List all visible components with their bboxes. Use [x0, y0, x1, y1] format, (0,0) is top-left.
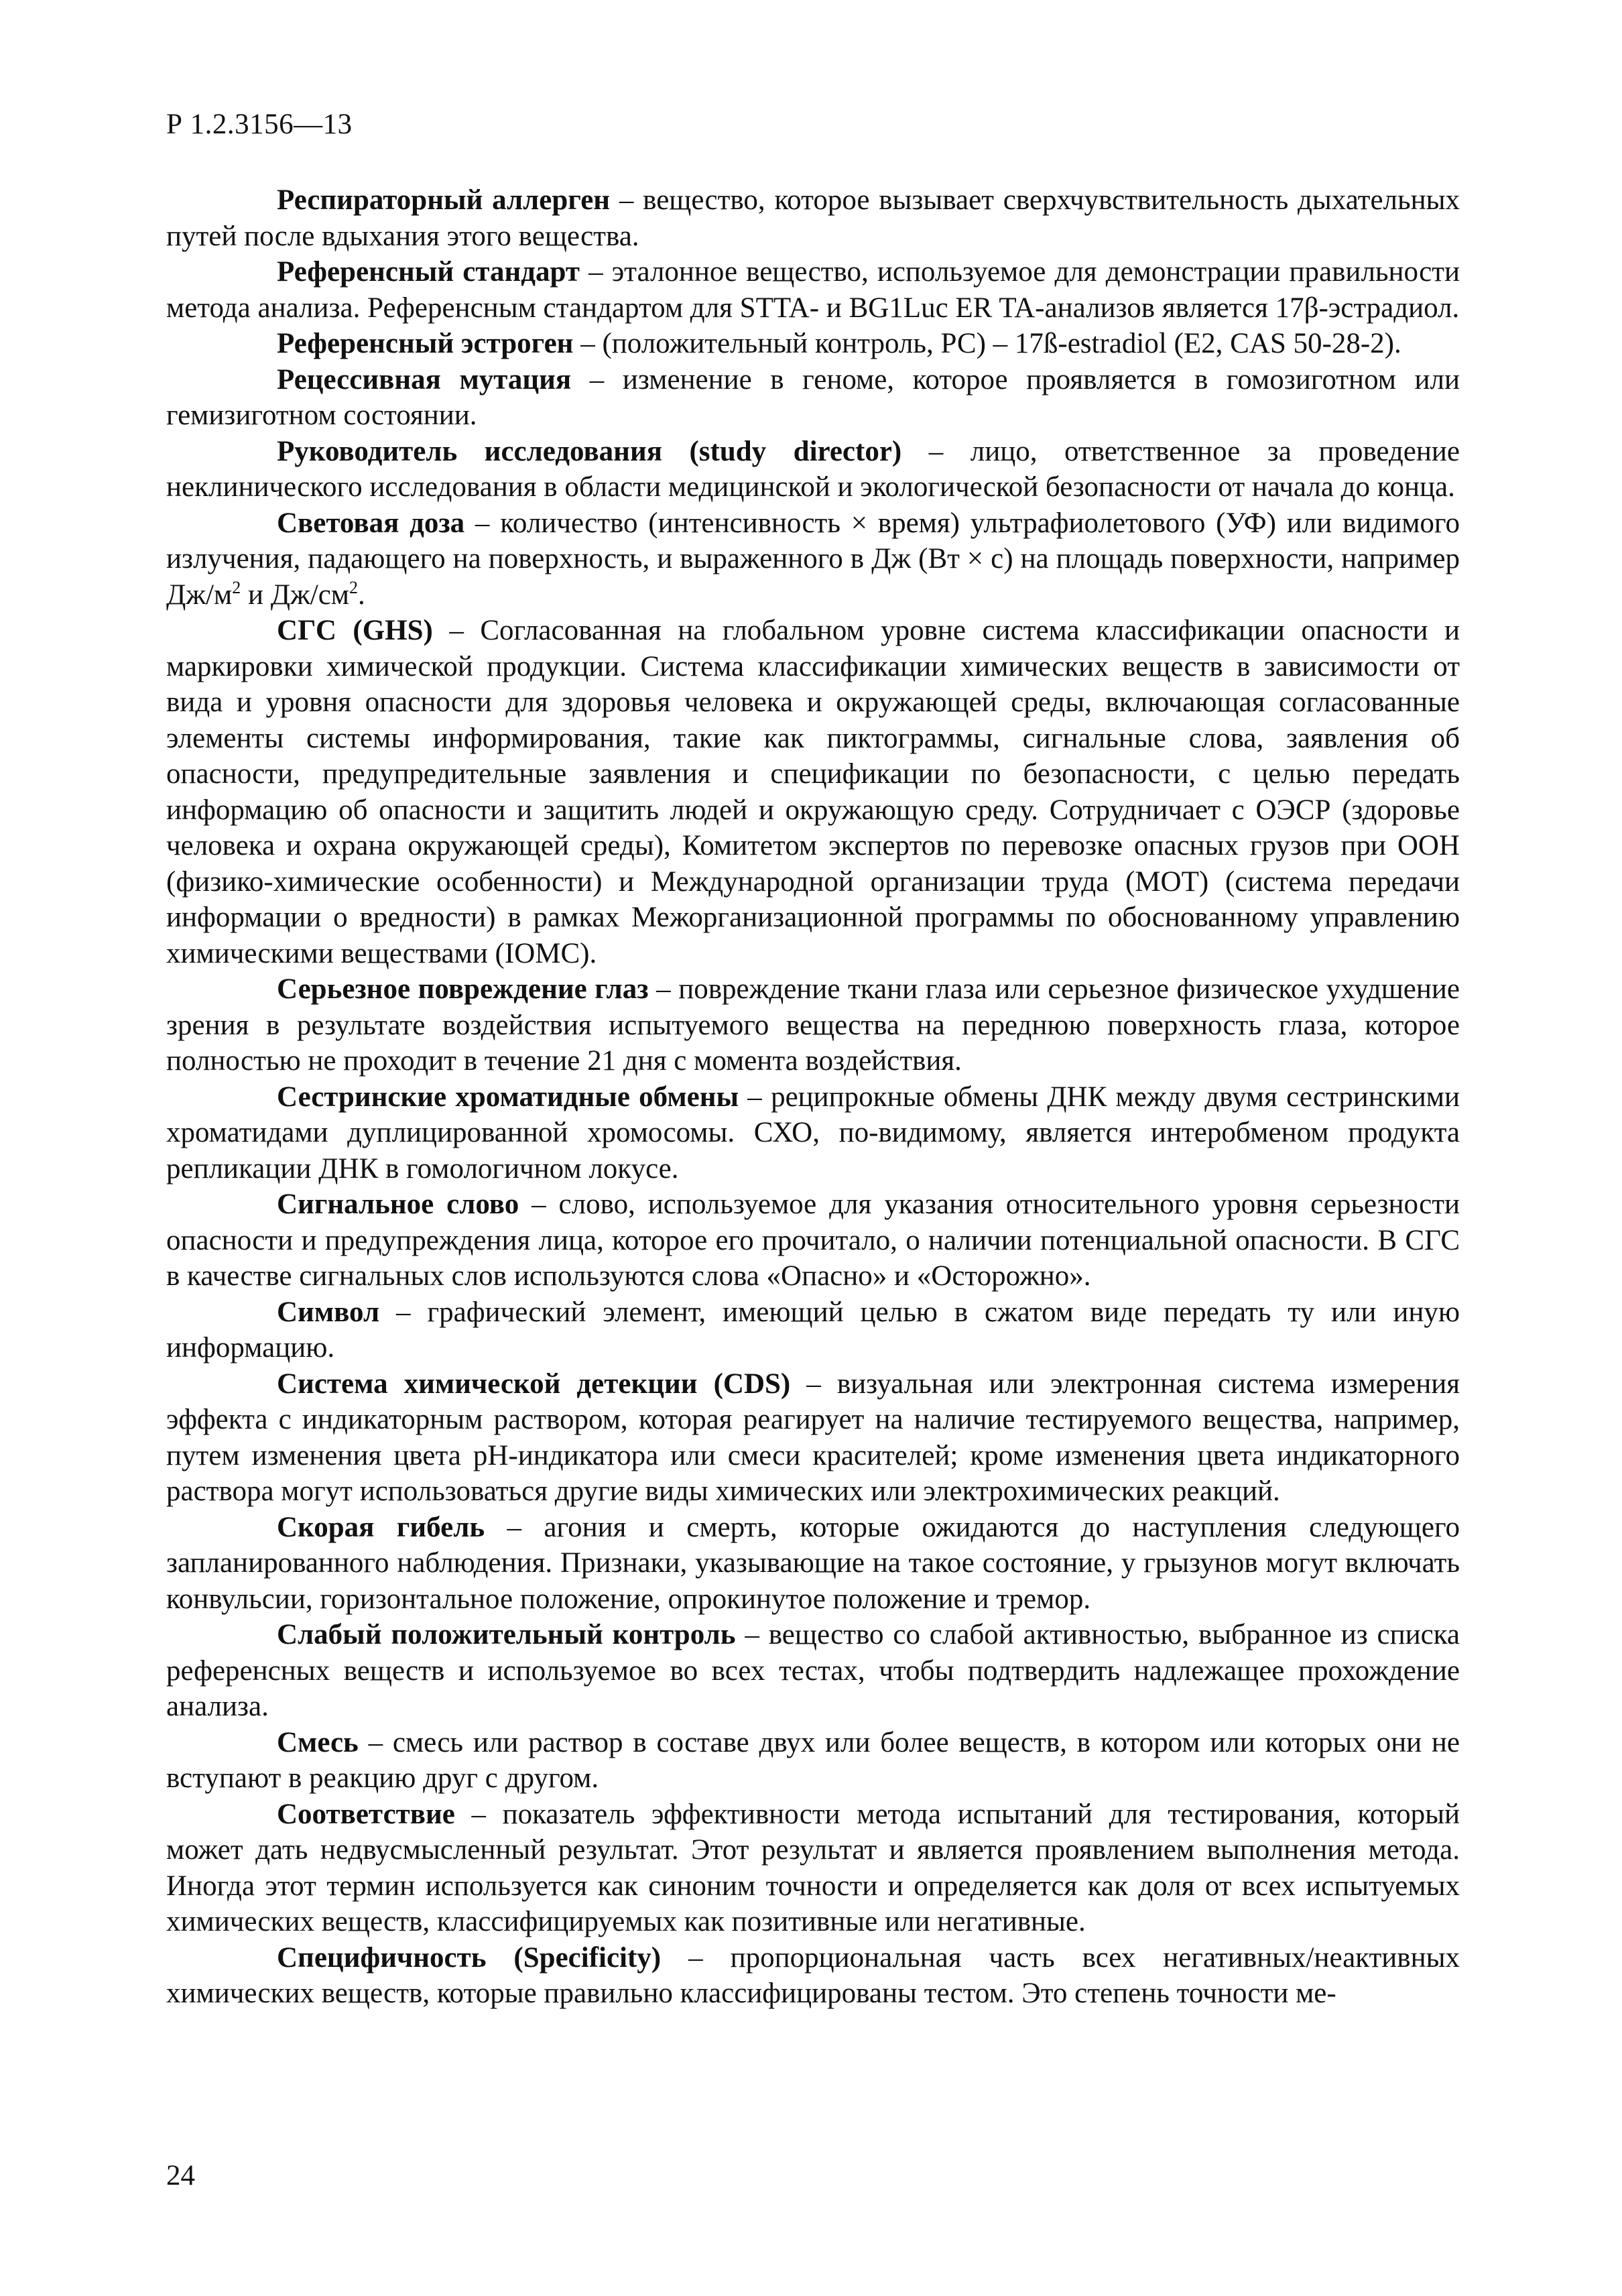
glossary-entry-reference-estrogen [166, 326, 1460, 362]
term-separator: – [485, 1511, 544, 1543]
definition: реципрокные обмены ДНК между двумя сестринскими хроматидами дуплицированной хромосомы. СХО, по-видимому, является интеробменом продукта репликации ДНК в гомологичном локусе. [166, 1081, 1460, 1185]
glossary-entry-signal-word [166, 1187, 1460, 1294]
glossary-entry-concordance [166, 1797, 1460, 1940]
definition: визуальная или электронная система измерения эффекта с индикаторным раствором, которая реагирует на наличие тестируемого вещества, например, путем изменения цвета pH-индикатора или смеси красителей; кроме изменения цвета индикаторного раствора могут использоваться другие виды химических или электрохимических реакций. [166, 1368, 1460, 1507]
definition: количество (интенсивность × время) ультрафиолетового (УФ) или видимого излучения, падающего на поверхность, и выраженного в Дж (Вт × с) на площадь поверхности, например Дж/м [166, 507, 1460, 611]
glossary-entry-sister-chromatid-exchange [166, 1079, 1460, 1187]
definition: повреждение ткани глаза или серьезное физическое ухудшение зрения в результате воздействия испытуемого вещества на переднюю поверхность глаза, которое полностью не проходит в течение 21 дня с момента воздействия. [166, 973, 1460, 1077]
glossary-entry-respiratory-allergen [166, 182, 1460, 254]
superscript: 2 [232, 577, 241, 597]
term: СГС (GHS) [277, 615, 433, 646]
term: Референсный стандарт [277, 256, 580, 288]
term: Система химической детекции (CDS) [277, 1368, 791, 1400]
glossary-entry-chemical-detection-system [166, 1366, 1460, 1510]
term: Специфичность (Specificity) [277, 1941, 662, 1974]
term: Смесь [277, 1726, 359, 1758]
glossary-entry-reference-standard [166, 254, 1460, 326]
definition: (положительный контроль, РС) – 17ß-estradiol (E2, CAS 50-28-2). [602, 328, 1401, 359]
glossary-body [166, 182, 1460, 2012]
glossary-entry-specificity [166, 1940, 1460, 2012]
term-separator: – [454, 1798, 503, 1830]
definition: Согласованная на глобальном уровне система классификации опасности и маркировки химической продукции. Система классификации химических веществ в зависимости от вида и уровня опасности для здоровья человека и окружающей среды, включающая согласованные элементы системы информирования, такие как пиктограммы, сигнальные слова, заявления об опасности, предупредительные заявления и спецификации по безопасности, с целью передать информацию об опасности и защитить людей и окружающую среду. Сотрудничает с ОЭСР (здоровье человека и охрана окружающей среды), Комитетом экспертов по перевозке опасных грузов при ООН (физико-химические особенности) и Международной организации труда (МОТ) (система передачи информации о вредности) в рамках Межорганизационной программы по обоснованному управлению химическими веществами (IOMC). [166, 615, 1460, 969]
definition: изменение в геноме, которое проявляется в гомозиготном или гемизиготном состоянии. [166, 363, 1460, 431]
glossary-entry-study-director [166, 434, 1460, 505]
term-separator: – [661, 1941, 731, 1974]
term: Референсный эстроген [277, 328, 574, 359]
term-separator: – [379, 1296, 428, 1328]
definition: слово, используемое для указания относительного уровня серьезности опасности и предупреждения лица, которое его прочитало, о наличии потенциальной опасности. В СГС в качестве сигнальных слов используются слова «Опасно» и «Осторожно». [166, 1189, 1460, 1292]
term: Рецессивная мутация [277, 363, 572, 396]
term-separator: – [358, 1726, 393, 1758]
definition: показатель эффективности метода испытаний для тестирования, который может дать недвусмысленный результат. Этот результат и является проявлением выполнения метода. Иногда этот термин используется как синоним точности и определяется как доля от всех испытуемых химических веществ, классифицируемых как позитивные или негативные. [166, 1798, 1460, 1937]
definition: вещество со слабой активностью, выбранное из списка референсных веществ и используемое во всех тестах, чтобы подтвердить надлежащее прохождение анализа. [166, 1619, 1460, 1722]
definition: смесь или раствор в составе двух или более веществ, в котором или которых они не вступают в реакцию друг с другом. [166, 1726, 1460, 1794]
term-separator: – [901, 435, 971, 467]
term-separator: – [648, 973, 679, 1005]
definition: лицо, ответственное за проведение неклинического исследования в области медицинской и экологической безопасности от начала до конца. [166, 435, 1460, 503]
term: Слабый положительный контроль [277, 1619, 736, 1650]
page-number: 24 [166, 2160, 195, 2191]
document-code-header: Р 1.2.3156—13 [166, 109, 353, 140]
term-separator: – [432, 615, 481, 646]
term: Респираторный аллерген [277, 184, 611, 216]
definition: пропорциональная часть всех негативных/неактивных химических веществ, которые правильно классифицированы тестом. Это степень точности ме- [166, 1941, 1460, 2009]
definition-continued: и Дж/см [241, 579, 349, 611]
glossary-entry-recessive-mutation [166, 362, 1460, 434]
term-separator: – [573, 328, 603, 359]
glossary-entry-light-dose [166, 505, 1460, 613]
term-separator: – [739, 1081, 771, 1113]
term-separator: – [790, 1368, 837, 1400]
term: Сигнальное слово [277, 1189, 519, 1220]
glossary-entry-serious-eye-damage [166, 971, 1460, 1079]
term-separator: – [579, 256, 612, 288]
term-separator: – [464, 507, 501, 539]
term-separator: – [519, 1189, 559, 1220]
definition: эталонное вещество, используемое для демонстрации правильности метода анализа. Референсным стандартом для STTA- и BG1Luc ER TA-анализов является 17β-эстрадиол. [166, 256, 1460, 324]
glossary-entry-mixture [166, 1725, 1460, 1797]
term-separator: – [735, 1619, 769, 1650]
term: Световая доза [277, 507, 465, 539]
glossary-entry-ghs [166, 613, 1460, 971]
glossary-entry-symbol [166, 1294, 1460, 1366]
glossary-entry-weak-positive-control [166, 1617, 1460, 1725]
term: Руководитель исследования (study director) [277, 435, 902, 467]
definition: агония и смерть, которые ожидаются до наступления следующего запланированного наблюдения. Признаки, указывающие на такое состояние, у грызунов могут включать конвульсии, горизонтальное положение, опрокинутое положение и тремор. [166, 1511, 1460, 1615]
definition: вещество, которое вызывает сверхчувствительность дыхательных путей после вдыхания этого вещества. [166, 184, 1460, 252]
definition-end: . [358, 579, 365, 611]
term-separator: – [571, 363, 623, 396]
glossary-entry-imminent-death [166, 1510, 1460, 1618]
term: Соответствие [277, 1798, 455, 1830]
definition: графический элемент, имеющий целью в сжатом виде передать ту или иную информацию. [166, 1296, 1460, 1364]
term: Сестринские хроматидные обмены [277, 1081, 739, 1113]
term-separator: – [610, 184, 643, 216]
term: Символ [277, 1296, 380, 1328]
term: Серьезное повреждение глаз [277, 973, 649, 1005]
superscript: 2 [349, 577, 358, 597]
term: Скорая гибель [277, 1511, 485, 1543]
